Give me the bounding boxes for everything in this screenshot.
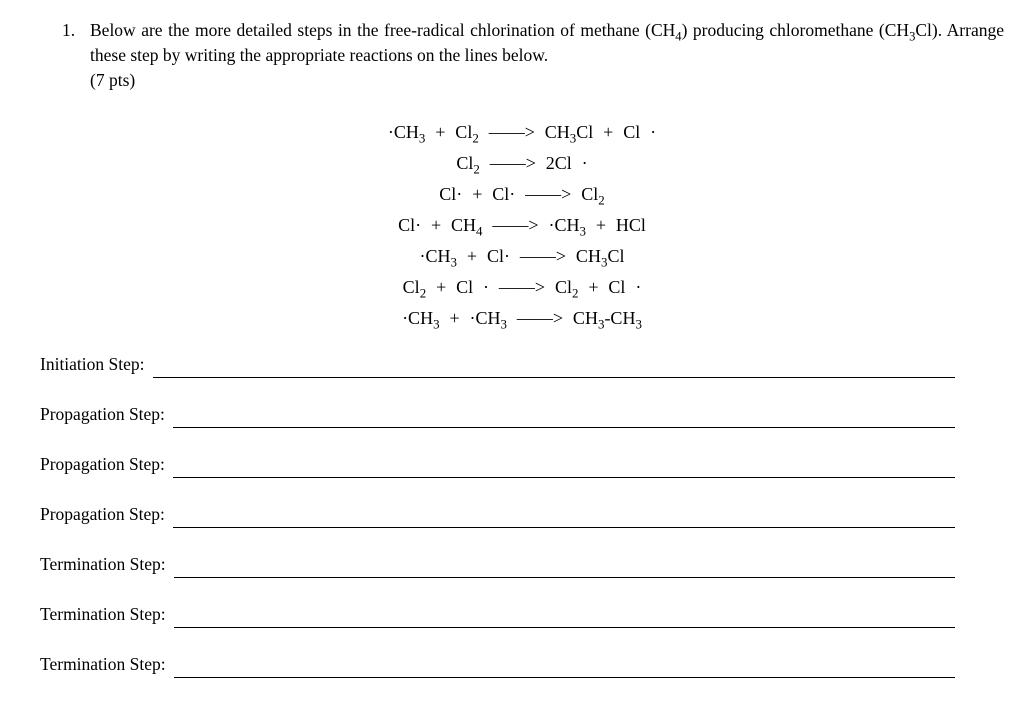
reaction-line: $Cl_2 + Cl$ · ——> $Cl_2 + Cl$ · [402,277,642,301]
step-label: Termination Step: [40,554,166,574]
step-label: Initiation Step: [40,354,145,374]
answer-section [40,352,955,702]
reaction-line: $Cl_2$ ——> 2Cl · [456,153,588,177]
reaction-line: Cl· + Cl· ——> $Cl_2$ [439,184,605,208]
answer-row-propagation-2 [40,452,955,502]
reaction-line: $\cdot CH_3 + Cl\cdot$ ——> $CH_3Cl$ [419,246,625,270]
reaction-line: $\cdot CH_3 + Cl_2$ ——> $CH_3Cl + Cl$ · [387,122,657,146]
question-points: (7 pts) [90,70,136,90]
answer-row-initiation [40,352,955,402]
step-label: Propagation Step: [40,454,165,474]
reaction-line: $Cl\cdot + CH_4$ ——> $\cdot CH_3$ + HCl [398,215,646,239]
answer-blank-line[interactable] [173,402,955,428]
reaction-line: $\cdot CH_3 + \cdot CH_3$ ——> $CH_3-CH_3$ [402,308,642,332]
answer-blank-line[interactable] [174,602,955,628]
question-number: 1. [62,20,76,40]
answer-row-propagation-3 [40,502,955,552]
answer-blank-line[interactable] [174,552,955,578]
answer-row-propagation-1 [40,402,955,452]
step-label: Termination Step: [40,604,166,624]
answer-blank-line[interactable] [173,502,955,528]
answer-blank-line[interactable] [173,452,955,478]
question-body [90,18,1004,93]
answer-row-termination-1 [40,552,955,602]
reaction-list [20,117,1024,334]
question-text: Below are the more detailed steps in the free-radical chlorination of methane $(CH_4)$ producing chloromethane $(CH_3Cl)$. Arrange these step by writing the appropriate reactions on the lines below. [90,20,1005,65]
question-block [0,0,1024,93]
answer-blank-line[interactable] [174,652,955,678]
answer-row-termination-3 [40,652,955,702]
step-label: Propagation Step: [40,504,165,524]
answer-row-termination-2 [40,602,955,652]
step-label: Propagation Step: [40,404,165,424]
answer-blank-line[interactable] [153,352,955,378]
step-label: Termination Step: [40,654,166,674]
